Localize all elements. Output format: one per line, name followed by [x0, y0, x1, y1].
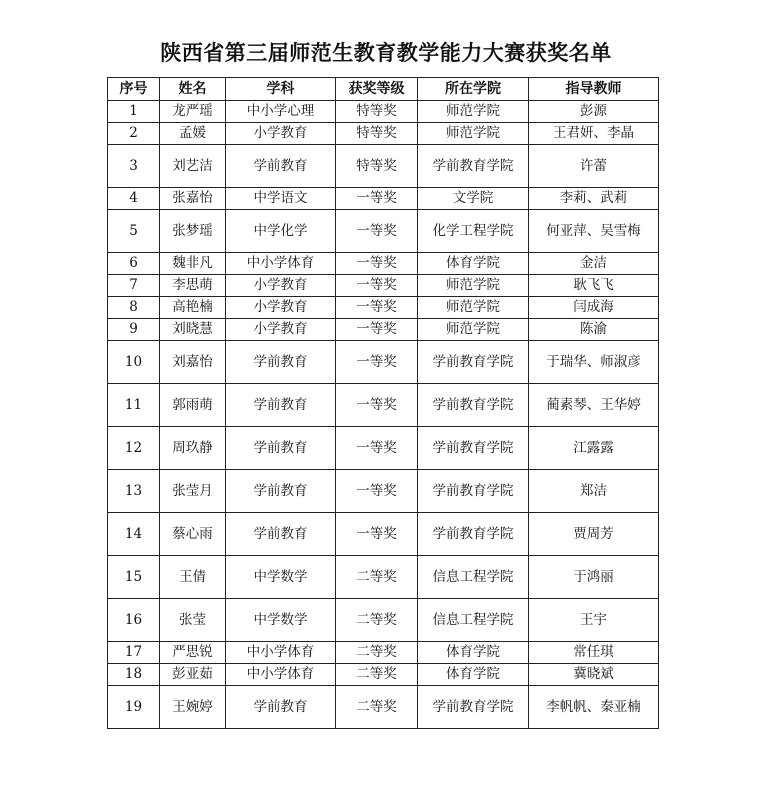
row-number-cell: 12	[108, 427, 160, 470]
student-name-cell: 龙严瑶	[160, 101, 226, 123]
table-row	[108, 253, 659, 275]
header-subject: 学科	[226, 78, 336, 101]
college-cell: 信息工程学院	[418, 556, 529, 599]
table-row	[108, 297, 659, 319]
college-cell: 体育学院	[418, 253, 529, 275]
college-cell: 师范学院	[418, 297, 529, 319]
student-name-cell: 刘嘉怡	[160, 341, 226, 384]
student-name-cell: 王婉婷	[160, 686, 226, 729]
student-name-cell: 魏非凡	[160, 253, 226, 275]
advisor-cell: 耿飞飞	[529, 275, 659, 297]
row-number-cell: 18	[108, 664, 160, 686]
subject-cell: 中学数学	[226, 599, 336, 642]
award-level-cell: 特等奖	[336, 145, 418, 188]
college-cell: 学前教育学院	[418, 145, 529, 188]
row-number-cell: 11	[108, 384, 160, 427]
student-name-cell: 张莹	[160, 599, 226, 642]
advisor-cell: 于瑞华、师淑彦	[529, 341, 659, 384]
award-level-cell: 二等奖	[336, 642, 418, 664]
table-row	[108, 427, 659, 470]
header-college: 所在学院	[418, 78, 529, 101]
table-row	[108, 664, 659, 686]
student-name-cell: 张莹月	[160, 470, 226, 513]
subject-cell: 学前教育	[226, 341, 336, 384]
table-row	[108, 275, 659, 297]
header-level: 获奖等级	[336, 78, 418, 101]
advisor-cell: 蔺素琴、王华婷	[529, 384, 659, 427]
award-level-cell: 特等奖	[336, 101, 418, 123]
subject-cell: 小学教育	[226, 319, 336, 341]
award-level-cell: 一等奖	[336, 188, 418, 210]
row-number-cell: 16	[108, 599, 160, 642]
college-cell: 学前教育学院	[418, 470, 529, 513]
subject-cell: 小学教育	[226, 297, 336, 319]
row-number-cell: 17	[108, 642, 160, 664]
award-level-cell: 一等奖	[336, 210, 418, 253]
advisor-cell: 何亚萍、吴雪梅	[529, 210, 659, 253]
student-name-cell: 严思锐	[160, 642, 226, 664]
row-number-cell: 19	[108, 686, 160, 729]
row-number-cell: 7	[108, 275, 160, 297]
row-number-cell: 15	[108, 556, 160, 599]
college-cell: 信息工程学院	[418, 599, 529, 642]
subject-cell: 学前教育	[226, 384, 336, 427]
row-number-cell: 6	[108, 253, 160, 275]
award-level-cell: 一等奖	[336, 319, 418, 341]
table-row	[108, 123, 659, 145]
subject-cell: 中小学心理	[226, 101, 336, 123]
college-cell: 学前教育学院	[418, 427, 529, 470]
row-number-cell: 14	[108, 513, 160, 556]
award-level-cell: 一等奖	[336, 275, 418, 297]
subject-cell: 学前教育	[226, 427, 336, 470]
advisor-cell: 贾周芳	[529, 513, 659, 556]
advisor-cell: 金洁	[529, 253, 659, 275]
award-level-cell: 二等奖	[336, 664, 418, 686]
award-level-cell: 二等奖	[336, 556, 418, 599]
award-level-cell: 二等奖	[336, 599, 418, 642]
student-name-cell: 王倩	[160, 556, 226, 599]
student-name-cell: 周玖静	[160, 427, 226, 470]
award-level-cell: 一等奖	[336, 513, 418, 556]
table-row	[108, 513, 659, 556]
subject-cell: 中学语文	[226, 188, 336, 210]
subject-cell: 学前教育	[226, 145, 336, 188]
subject-cell: 中小学体育	[226, 253, 336, 275]
advisor-cell: 闫成海	[529, 297, 659, 319]
table-row	[108, 556, 659, 599]
student-name-cell: 张梦瑶	[160, 210, 226, 253]
subject-cell: 小学教育	[226, 123, 336, 145]
college-cell: 化学工程学院	[418, 210, 529, 253]
advisor-cell: 郑洁	[529, 470, 659, 513]
student-name-cell: 高艳楠	[160, 297, 226, 319]
college-cell: 师范学院	[418, 319, 529, 341]
advisor-cell: 于鸿丽	[529, 556, 659, 599]
college-cell: 体育学院	[418, 664, 529, 686]
row-number-cell: 5	[108, 210, 160, 253]
table-row	[108, 341, 659, 384]
award-level-cell: 一等奖	[336, 384, 418, 427]
award-level-cell: 特等奖	[336, 123, 418, 145]
student-name-cell: 张嘉怡	[160, 188, 226, 210]
college-cell: 师范学院	[418, 275, 529, 297]
advisor-cell: 冀晓斌	[529, 664, 659, 686]
row-number-cell: 3	[108, 145, 160, 188]
award-level-cell: 一等奖	[336, 427, 418, 470]
advisor-cell: 彭源	[529, 101, 659, 123]
row-number-cell: 1	[108, 101, 160, 123]
award-level-cell: 二等奖	[336, 686, 418, 729]
college-cell: 体育学院	[418, 642, 529, 664]
college-cell: 学前教育学院	[418, 341, 529, 384]
subject-cell: 学前教育	[226, 513, 336, 556]
student-name-cell: 彭亚茹	[160, 664, 226, 686]
student-name-cell: 李思萌	[160, 275, 226, 297]
advisor-cell: 许蕾	[529, 145, 659, 188]
table-row	[108, 599, 659, 642]
document-title: 陕西省第三届师范生教育教学能力大赛获奖名单	[160, 40, 612, 65]
student-name-cell: 郭雨萌	[160, 384, 226, 427]
college-cell: 学前教育学院	[418, 513, 529, 556]
advisor-cell: 李莉、武莉	[529, 188, 659, 210]
header-no: 序号	[108, 78, 160, 101]
college-cell: 文学院	[418, 188, 529, 210]
advisor-cell: 王宇	[529, 599, 659, 642]
subject-cell: 中小学体育	[226, 664, 336, 686]
student-name-cell: 蔡心雨	[160, 513, 226, 556]
table-row	[108, 101, 659, 123]
advisor-cell: 江露露	[529, 427, 659, 470]
table-row	[108, 145, 659, 188]
row-number-cell: 10	[108, 341, 160, 384]
student-name-cell: 刘艺洁	[160, 145, 226, 188]
table-row	[108, 470, 659, 513]
table-row	[108, 686, 659, 729]
advisor-cell: 常任琪	[529, 642, 659, 664]
student-name-cell: 孟媛	[160, 123, 226, 145]
subject-cell: 学前教育	[226, 686, 336, 729]
college-cell: 师范学院	[418, 101, 529, 123]
advisor-cell: 李帆帆、秦亚楠	[529, 686, 659, 729]
student-name-cell: 刘晓慧	[160, 319, 226, 341]
subject-cell: 中学化学	[226, 210, 336, 253]
row-number-cell: 8	[108, 297, 160, 319]
award-level-cell: 一等奖	[336, 470, 418, 513]
awards-table	[107, 77, 659, 729]
subject-cell: 学前教育	[226, 470, 336, 513]
table-row	[108, 210, 659, 253]
row-number-cell: 2	[108, 123, 160, 145]
header-name: 姓名	[160, 78, 226, 101]
advisor-cell: 王君妍、李晶	[529, 123, 659, 145]
table-row	[108, 319, 659, 341]
college-cell: 学前教育学院	[418, 686, 529, 729]
table-header-row	[108, 78, 659, 101]
subject-cell: 小学教育	[226, 275, 336, 297]
header-advisor: 指导教师	[529, 78, 659, 101]
row-number-cell: 13	[108, 470, 160, 513]
award-level-cell: 一等奖	[336, 253, 418, 275]
table-row	[108, 642, 659, 664]
award-level-cell: 一等奖	[336, 297, 418, 319]
advisor-cell: 陈渝	[529, 319, 659, 341]
award-level-cell: 一等奖	[336, 341, 418, 384]
college-cell: 学前教育学院	[418, 384, 529, 427]
row-number-cell: 4	[108, 188, 160, 210]
college-cell: 师范学院	[418, 123, 529, 145]
table-row	[108, 384, 659, 427]
subject-cell: 中小学体育	[226, 642, 336, 664]
subject-cell: 中学数学	[226, 556, 336, 599]
table-row	[108, 188, 659, 210]
row-number-cell: 9	[108, 319, 160, 341]
